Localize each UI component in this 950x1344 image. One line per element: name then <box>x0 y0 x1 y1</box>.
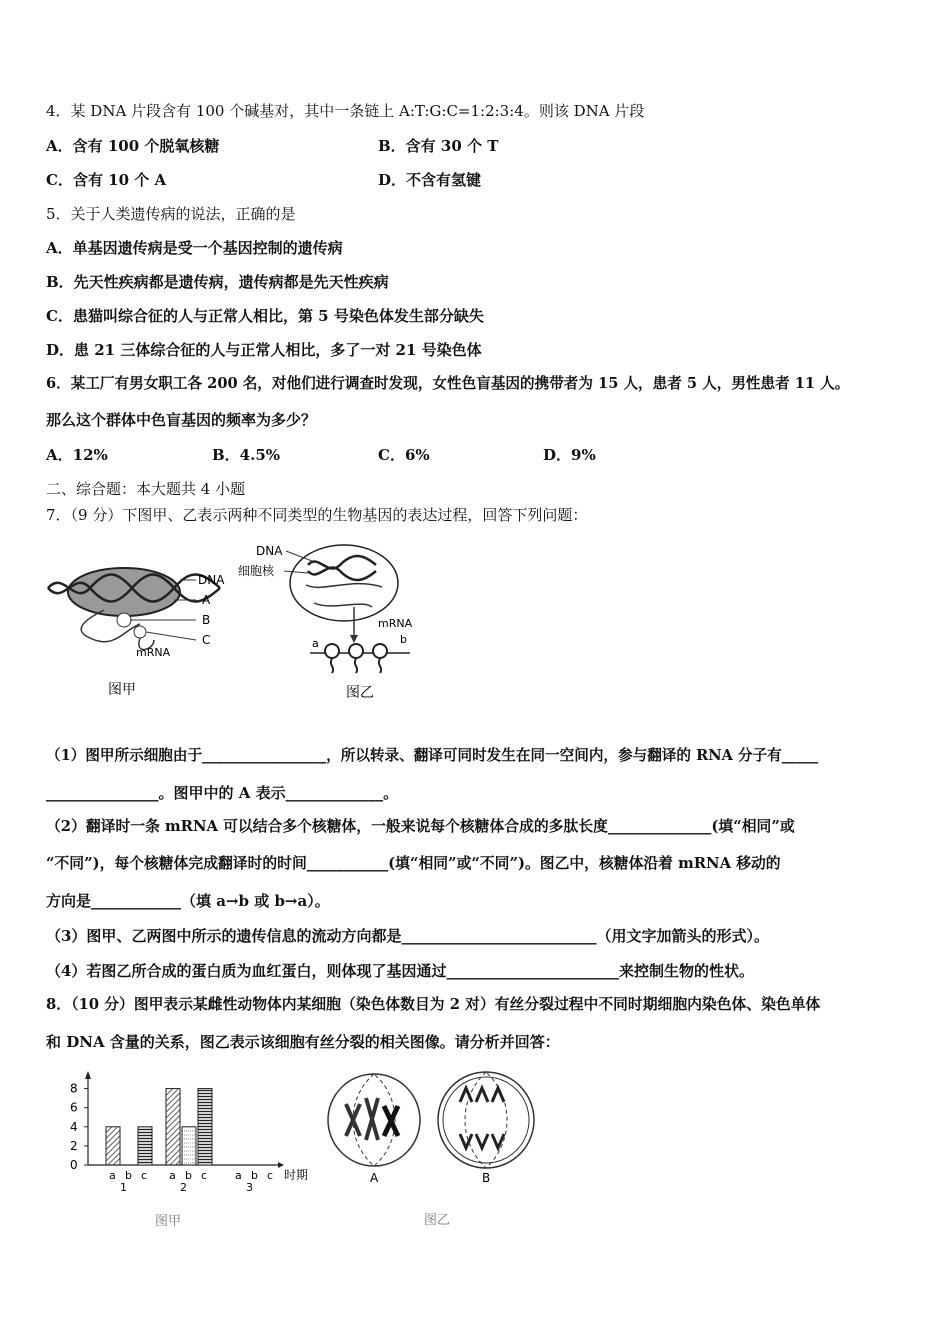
series-tick-label: a <box>109 1169 116 1182</box>
series-tick-label: c <box>141 1169 148 1182</box>
q7-stem: 7．（9 分）下图甲、乙表示两种不同类型的生物基因的表达过程，回答下列问题： <box>46 506 588 524</box>
series-tick-label: a <box>169 1169 176 1182</box>
bar-1-a <box>106 1127 120 1165</box>
q4-option-d: D．不含有氢键 <box>378 171 482 189</box>
q8-yi-label-b: B <box>482 1171 491 1185</box>
series-tick-label: a <box>235 1169 242 1182</box>
q7-figure-jia <box>44 560 244 710</box>
q7-part2-line2: “不同”)，每个核糖体完成翻译时的时间___________(填“相同”或“不同”)。图乙中，核糖体沿着 mRNA 移动的 <box>46 855 781 872</box>
yi-label-dna: DNA <box>256 544 283 558</box>
q6-stem-line2: 那么这个群体中色盲基因的频率为多少？ <box>46 411 317 429</box>
yi-caption: 图乙 <box>346 685 374 701</box>
series-tick-label: b <box>125 1169 132 1182</box>
q4-stem: 4．某 DNA 片段含有 100 个碱基对，其中一条链上 A:T:G:C=1:2:3:4。则该 DNA 片段 <box>46 102 645 120</box>
jia-label-b: B <box>202 613 211 627</box>
series-tick-label: c <box>267 1169 274 1182</box>
y-tick-label: 6 <box>70 1100 78 1115</box>
q8-figure-jia-chart <box>60 1065 330 1235</box>
q7-figure-yi <box>232 537 432 707</box>
q7-part1-line2: _______________。图甲中的 A 表示_____________。 <box>46 784 399 802</box>
jia-label-mrna: mRNA <box>136 646 171 659</box>
q7-part3: （3）图甲、乙两图中所示的遗传信息的流动方向都是__________________________（用文字加箭头的形式）。 <box>46 927 769 945</box>
jia-label-dna: DNA <box>198 573 225 587</box>
q8-stem-line1: 8．（10 分）图甲表示某雌性动物体内某细胞（染色体数目为 2 对）有丝分裂过程中不同时期细胞内染色体、染色单体 <box>46 996 821 1013</box>
q8-yi-caption: 图乙 <box>424 1213 451 1228</box>
y-tick-label: 0 <box>70 1158 78 1172</box>
q8-yi-label-a: A <box>370 1171 379 1185</box>
q6-option-a: A．12% <box>46 446 108 464</box>
q8-stem-line2: 和 DNA 含量的关系，图乙表示该细胞有丝分裂的相关图像。请分析并回答： <box>46 1033 560 1051</box>
series-tick-label: b <box>185 1169 192 1182</box>
q5-stem: 5．关于人类遗传病的说法，正确的是 <box>46 205 296 223</box>
q7-part4: （4）若图乙所合成的蛋白质为血红蛋白，则体现了基因通过_______________________来控制生物的性状。 <box>46 962 754 980</box>
jia-caption: 图甲 <box>108 682 136 698</box>
bar-2-a <box>166 1089 180 1165</box>
q4-option-c: C．含有 10 个 A <box>46 171 167 189</box>
cell-b-shape <box>438 1072 534 1168</box>
yi-label-a: a <box>312 637 319 650</box>
series-tick-label: c <box>201 1169 208 1182</box>
q5-option-d: D．患 21 三体综合征的人与正常人相比，多了一对 21 号染色体 <box>46 341 482 359</box>
q6-option-d: D．9% <box>543 446 596 464</box>
q4-option-a: A．含有 100 个脱氧核糖 <box>46 137 220 155</box>
q8-figure-yi <box>326 1068 546 1228</box>
q8-jia-caption: 图甲 <box>155 1214 182 1229</box>
yi-label-mrna: mRNA <box>378 617 413 630</box>
y-axis-arrow <box>85 1071 91 1079</box>
bar-2-c <box>198 1089 212 1165</box>
yi-label-b: b <box>400 633 407 646</box>
nucleus-shape <box>290 545 398 621</box>
q7-part2-line3: 方向是____________（填 a→b 或 b→a）。 <box>46 892 330 910</box>
y-tick-label: 8 <box>70 1081 78 1096</box>
section-2-heading: 二、综合题：本大题共 4 小题 <box>46 480 246 498</box>
q5-option-b: B．先天性疾病都是遗传病，遗传病都是先天性疾病 <box>46 273 389 291</box>
jia-label-a: A <box>202 593 211 607</box>
yi-label-nucleus: 细胞核 <box>238 564 275 578</box>
group-tick-label: 3 <box>246 1181 253 1194</box>
y-tick-label: 4 <box>70 1119 78 1134</box>
bar-1-c <box>138 1127 152 1165</box>
q6-option-c: C．6% <box>378 446 430 464</box>
group-tick-label: 2 <box>180 1181 187 1194</box>
q6-stem-line1: 6．某工厂有男女职工各 200 名，对他们进行调查时发现，女性色盲基因的携带者为 15 人，患者 5 人，男性患者 11 人。 <box>46 375 850 392</box>
q7-part2-line1: （2）翻译时一条 mRNA 可以结合多个核糖体，一般来说每个核糖体合成的多肽长度______________(填“相同”或 <box>46 818 795 835</box>
q7-part1-line1: （1）图甲所示细胞由于_________________，所以转录、翻译可同时发生在同一空间内，参与翻译的 RNA 分子有_____ <box>46 747 819 764</box>
q6-option-b: B．4.5% <box>212 446 281 464</box>
series-tick-label: b <box>251 1169 258 1182</box>
y-tick-label: 2 <box>70 1138 78 1153</box>
q5-option-a: A．单基因遗传病是受一个基因控制的遗传病 <box>46 239 343 257</box>
jia-label-c: C <box>202 633 211 647</box>
x-axis-label: 时期 <box>284 1168 309 1182</box>
group-tick-label: 1 <box>120 1181 127 1194</box>
q4-option-b: B．含有 30 个 T <box>378 137 499 155</box>
q5-option-c: C．患猫叫综合征的人与正常人相比，第 5 号染色体发生部分缺失 <box>46 307 484 325</box>
bar-2-b <box>182 1127 196 1165</box>
